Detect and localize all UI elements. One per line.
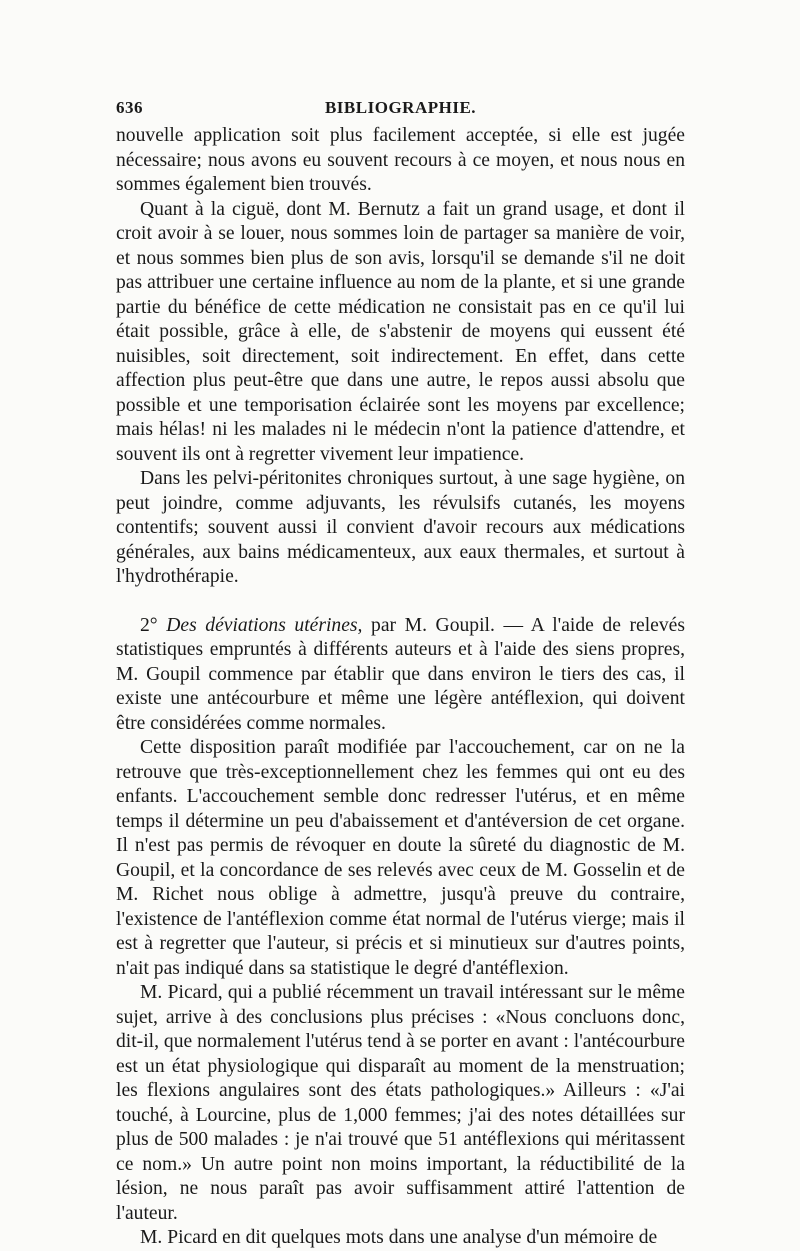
paragraph-accouchement: Cette disposition paraît modifiée par l'accouchement, car on ne la retrouve que très-exceptionnellement chez les femmes qui ont eu des enfants. L'accouchement semble donc redresser l'utérus, et en même temps il détermine un peu d'abaissement et d'antéversion de cet organe. Il n'est pas permis de révoquer en doute la sûreté du diagnostic de M. Goupil, et la concordance de ses relevés avec ceux de M. Gosselin et de M. Richet nous oblige à admettre, jusqu'à preuve du contraire, l'existence de l'antéflexion comme état normal de l'utérus vierge; mais il est à regretter que l'auteur, si précis et si minutieux sur d'autres points, n'ait pas indiqué dans sa statistique le degré d'antéflexion. — [116, 737, 685, 979]
running-head — [116, 98, 685, 124]
paragraph-pelvi-peritonites: Dans les pelvi-péritonites chroniques surtout, à une sage hygiène, on peut joindre, comme adjuvants, les révulsifs cutanés, les moyens contentifs; souvent aussi il convient d'avoir recours aux médications générales, aux bains médicamenteux, aux eaux thermales, et surtout à l'hydrothérapie. — [116, 468, 685, 587]
paragraph-picard-analyse: M. Picard en dit quelques mots dans une analyse d'un mémoire de — [140, 1227, 658, 1248]
section-title: BIBLIOGRAPHIE. — [324, 98, 477, 117]
paragraph-picard: M. Picard, qui a publié récemment un travail intéressant sur le même sujet, arrive à des conclusions plus précises : «Nous concluons donc, dit-il, que normalement l'utérus tend à se porter en avant : l'antécourbure est un état physiologique qui disparaît au moment de la menstruation; les flexions angulaires sont des états pathologiques.» Ailleurs : «J'ai touché, à Lourcine, plus de 1,000 femmes; j'ai des notes détaillées sur plus de 500 malades : je n'ai trouvé que 51 antéflexions qui méritassent ce nom.» Un autre point non moins important, la réductibilité de la lésion, ne nous paraît pas avoir suffisamment attiré l'attention de l'auteur. — [116, 982, 685, 1224]
page-number: 636 — [116, 98, 143, 117]
paragraph-continuation: nouvelle application soit plus facilement acceptée, si elle est jugée nécessaire; nous avons eu souvent recours à ce moyen, et nous nous en sommes également bien trouvés. — [116, 125, 685, 195]
section-lead-text: par M. Goupil. — A l'aide de relevés statistiques empruntés à différents auteurs et à l'aide des siens propres, M. Goupil commence par établir que dans environ le tiers des cas, il existe une antécourbure et même une légère antéflexion, qui doivent être considérées comme normales. — [116, 614, 685, 734]
section-number: 2° — [140, 614, 158, 636]
paragraph-cigue: Quant à la ciguë, dont M. Bernutz a fait un grand usage, et dont il croit avoir à se louer, nous sommes loin de partager sa manière de voir, et nous sommes bien plus de son avis, lorsqu'il se demande s'il ne doit pas attribuer une certaine influence au nom de la plante, et si une grande partie du bénéfice de cette médication ne consistait pas en ce qu'il lui était possible, grâce à elle, de s'abstenir de moyens qui eussent été nuisibles, soit directement, soit indirectement. En effet, dans cette affection plus peut-être que dans une autre, le repos aussi absolu que possible et une temporisation éclairée sont les moyens par excellence; mais hélas! ni les malades ni le médecin n'ont la patience d'attendre, et souvent ils ont à regretter vivement leur impatience. — [116, 198, 685, 465]
section-heading: Des déviations utérines, — [166, 614, 363, 636]
body-text — [116, 124, 685, 1251]
section-deviations-uterines — [116, 614, 685, 737]
